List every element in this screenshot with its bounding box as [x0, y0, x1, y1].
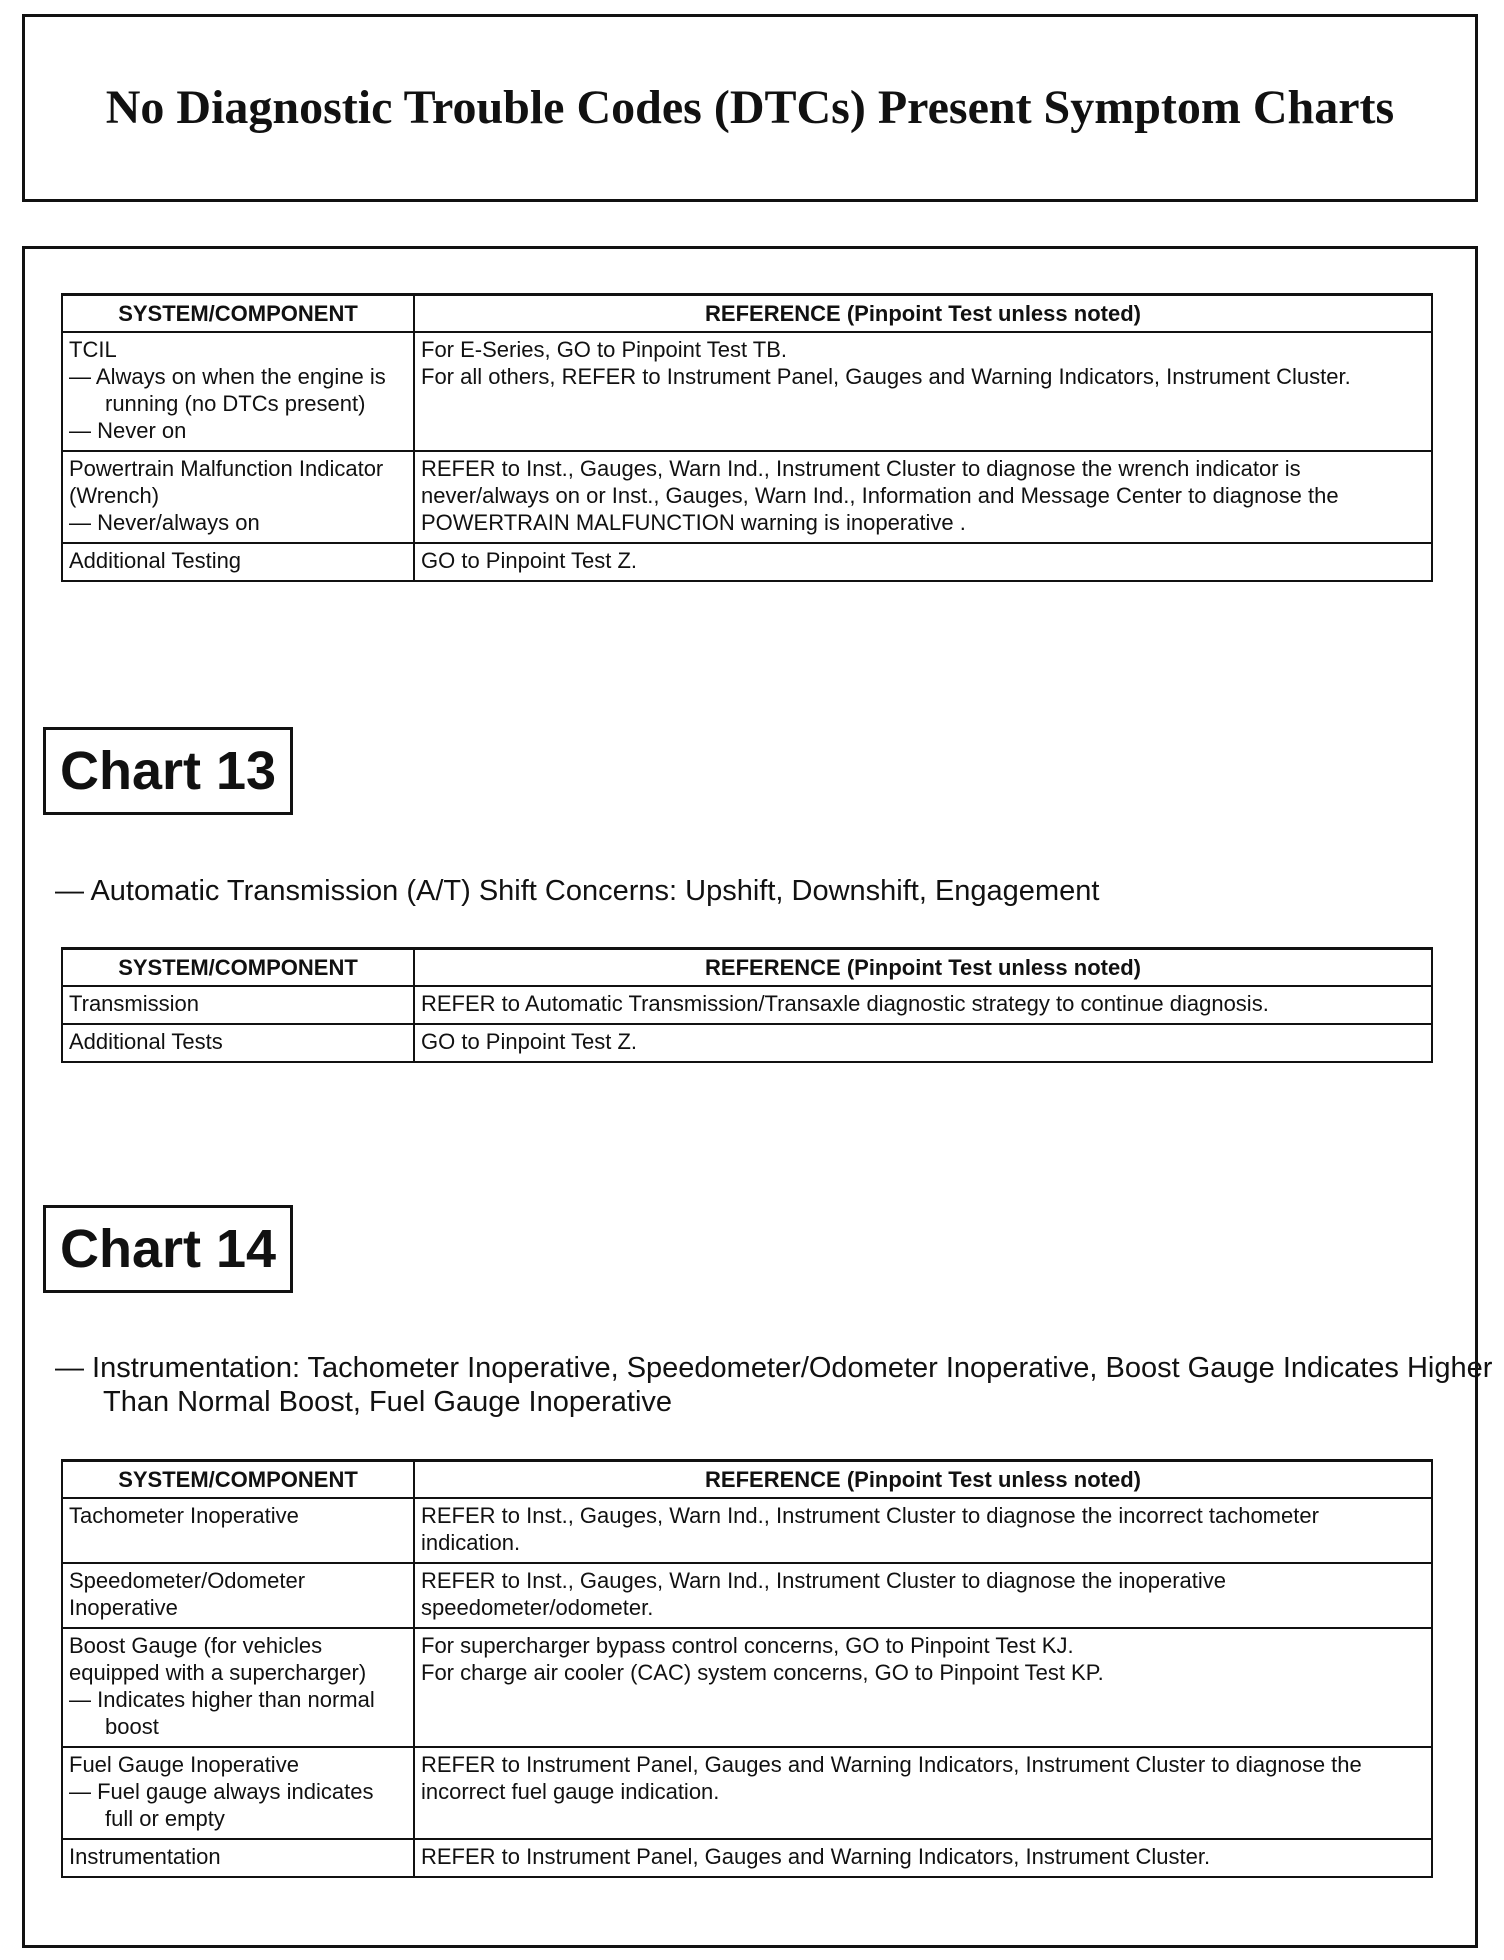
reference-text: GO to Pinpoint Test Z. — [421, 548, 638, 573]
table-row — [62, 1628, 1432, 1747]
column-header-system-component: SYSTEM/COMPONENT — [62, 949, 414, 987]
chart-14-table — [61, 1459, 1433, 1878]
component-name: Fuel Gauge Inoperative — [69, 1752, 299, 1777]
reference-text: REFER to Inst., Gauges, Warn Ind., Instrument Cluster to diagnose the incorrect tachometer indication. — [421, 1503, 1319, 1555]
reference-text: REFER to Inst., Gauges, Warn Ind., Instrument Cluster to diagnose the wrench indicator is never/always on or Inst., Gauges, Warn Ind., Information and Message Center to diagnose the POWERTRAIN MALFUNCTION warning is inoperative . — [421, 456, 1339, 535]
column-header-system-component: SYSTEM/COMPONENT — [62, 1461, 414, 1499]
table-row — [62, 1839, 1432, 1877]
component-condition: — Always on when the engine is running (no DTCs present) — [69, 364, 386, 416]
reference-cell — [414, 1498, 1432, 1563]
chart-13-label: Chart 13 — [43, 727, 293, 815]
reference-text: For supercharger bypass control concerns, GO to Pinpoint Test KJ. — [421, 1633, 1074, 1658]
reference-cell — [414, 1628, 1432, 1747]
chart-14-label: Chart 14 — [43, 1205, 293, 1293]
symptom-table-top — [61, 293, 1433, 582]
reference-text: REFER to Instrument Panel, Gauges and Warning Indicators, Instrument Cluster. — [421, 1844, 1211, 1869]
reference-cell — [414, 1747, 1432, 1839]
symptom-chart-container — [22, 246, 1493, 1948]
component-cell — [62, 543, 414, 581]
component-cell — [62, 1024, 414, 1062]
component-cell — [62, 986, 414, 1024]
component-name: Powertrain Malfunction Indicator (Wrench) — [69, 456, 384, 508]
column-header-reference: REFERENCE (Pinpoint Test unless noted) — [414, 949, 1432, 987]
component-cell — [62, 332, 414, 451]
column-header-system-component: SYSTEM/COMPONENT — [62, 295, 414, 333]
reference-text: GO to Pinpoint Test Z. — [421, 1029, 638, 1054]
chart-13-table — [61, 947, 1433, 1063]
reference-cell — [414, 543, 1432, 581]
table-row — [62, 332, 1432, 451]
reference-text: For charge air cooler (CAC) system concerns, GO to Pinpoint Test KP. — [421, 1660, 1104, 1685]
component-cell — [62, 1839, 414, 1877]
table-row — [62, 1498, 1432, 1563]
table-row — [62, 451, 1432, 543]
table-row — [62, 1747, 1432, 1839]
component-name: Additional Tests — [69, 1029, 223, 1054]
component-cell — [62, 451, 414, 543]
component-condition: — Never/always on — [69, 510, 260, 535]
component-name: Tachometer Inoperative — [69, 1503, 299, 1528]
table-header-row — [62, 1461, 1432, 1499]
table-row — [62, 986, 1432, 1024]
component-name: TCIL — [69, 337, 117, 362]
component-name: Additional Testing — [69, 548, 242, 573]
reference-cell — [414, 1024, 1432, 1062]
title-box — [22, 14, 1478, 202]
reference-cell — [414, 1839, 1432, 1877]
reference-text: For E-Series, GO to Pinpoint Test TB. — [421, 337, 787, 362]
reference-text: REFER to Instrument Panel, Gauges and Warning Indicators, Instrument Cluster to diagnose the incorrect fuel gauge indication. — [421, 1752, 1362, 1804]
table-row — [62, 1024, 1432, 1062]
component-condition: — Indicates higher than normal boost — [69, 1687, 375, 1739]
column-header-reference: REFERENCE (Pinpoint Test unless noted) — [414, 1461, 1432, 1499]
component-cell — [62, 1747, 414, 1839]
table-header-row — [62, 295, 1432, 333]
reference-text: REFER to Automatic Transmission/Transaxle diagnostic strategy to continue diagnosis. — [421, 991, 1269, 1016]
column-header-reference: REFERENCE (Pinpoint Test unless noted) — [414, 295, 1432, 333]
component-name: Transmission — [69, 991, 199, 1016]
table-row — [62, 1563, 1432, 1628]
page-title: No Diagnostic Trouble Codes (DTCs) Present Symptom Charts — [105, 81, 1395, 134]
reference-cell — [414, 1563, 1432, 1628]
table-row — [62, 543, 1432, 581]
component-name: Instrumentation — [69, 1844, 221, 1869]
component-condition: — Never on — [69, 418, 187, 443]
component-condition: — Fuel gauge always indicates full or empty — [69, 1779, 374, 1831]
component-cell — [62, 1498, 414, 1563]
component-name: Boost Gauge (for vehicles equipped with a supercharger) — [69, 1633, 367, 1685]
reference-text: REFER to Inst., Gauges, Warn Ind., Instrument Cluster to diagnose the inoperative speedometer/odometer. — [421, 1568, 1227, 1620]
component-cell — [62, 1628, 414, 1747]
table-header-row — [62, 949, 1432, 987]
component-cell — [62, 1563, 414, 1628]
chart-14-description: — Instrumentation: Tachometer Inoperative, Speedometer/Odometer Inoperative, Boost Gauge Indicates Higher Than Normal Boost, Fuel Gauge Inoperative — [55, 1352, 1493, 1418]
reference-cell — [414, 332, 1432, 451]
component-name: Speedometer/Odometer Inoperative — [69, 1568, 306, 1620]
reference-cell — [414, 451, 1432, 543]
reference-text: For all others, REFER to Instrument Panel, Gauges and Warning Indicators, Instrument Cluster. — [421, 364, 1351, 389]
chart-13-description: — Automatic Transmission (A/T) Shift Concerns: Upshift, Downshift, Engagement — [55, 875, 1100, 907]
reference-cell — [414, 986, 1432, 1024]
